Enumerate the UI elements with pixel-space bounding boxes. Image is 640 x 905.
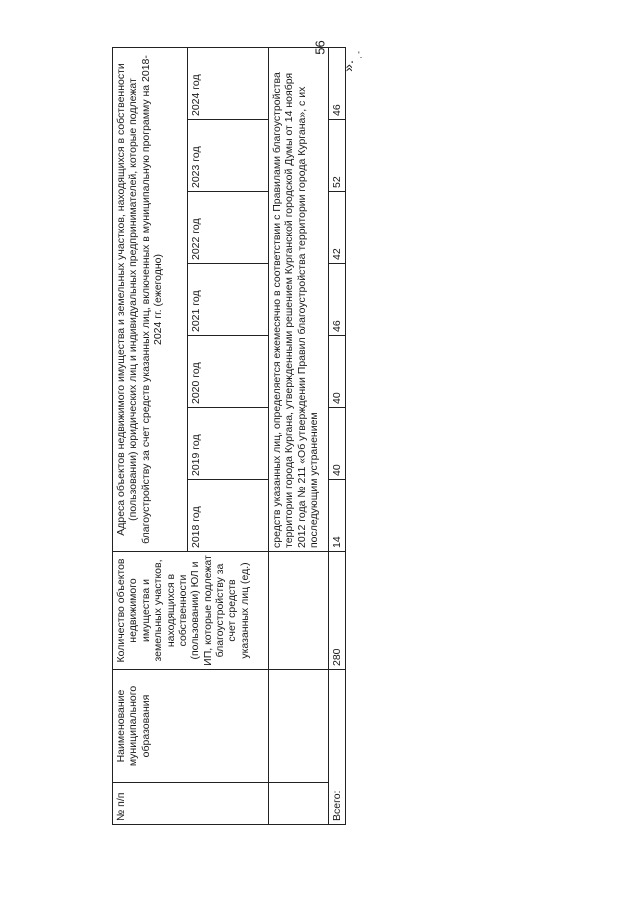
header-addresses: Адреса объектов недвижимого имущества и земельных участков, находящихся в собственности (пользовании) юридических лиц и индивидуальных предпринимателей, которые подлежат благоустройству за счет средств указанных лиц, включенных в муниципальную программу на 2018-2024 гг. (ежегодно) <box>113 47 188 551</box>
total-value: 42 <box>329 192 346 264</box>
objects-table <box>112 47 346 825</box>
year-header: 2022 год <box>187 192 268 264</box>
closing-quote: ». <box>339 60 356 72</box>
empty-cell <box>269 552 329 670</box>
total-count: 280 <box>329 552 346 670</box>
rotated-table-sheet <box>112 48 346 825</box>
total-value: 46 <box>329 264 346 336</box>
note-text: средств указанных лиц, определяется ежемесячно в соответствии с Правилами благоустройства территории города Кургана, утвержденными решением Курганской городской Думы от 14 ноября 2012 года № 211 «Об утверждении Правил благоустройства территории города Кургана», с их последующим устранением <box>269 47 329 551</box>
total-value: 40 <box>329 408 346 480</box>
empty-cell <box>269 670 329 783</box>
total-value: 52 <box>329 120 346 192</box>
total-value: 14 <box>329 480 346 552</box>
header-count: Количество объектов недвижимого имущества и земельных участков, находящихся в собственности (пользовании) ЮЛ и ИП, которые подлежат благоустройству за счет средств указанных лиц (ед.) <box>113 552 269 670</box>
scan-specks: '. <box>358 50 363 60</box>
year-header: 2019 год <box>187 408 268 480</box>
header-num: № п/п <box>113 783 269 825</box>
header-municipality: Наименование муниципального образования <box>113 670 269 783</box>
total-value: 40 <box>329 336 346 408</box>
year-header: 2024 год <box>187 47 268 119</box>
year-header: 2018 год <box>187 480 268 552</box>
year-header: 2021 год <box>187 264 268 336</box>
total-value: 46 <box>329 47 346 119</box>
year-header: 2020 год <box>187 336 268 408</box>
page-number: 56 <box>312 40 328 55</box>
year-header: 2023 год <box>187 120 268 192</box>
empty-cell <box>269 783 329 825</box>
total-label: Всего: <box>329 670 346 825</box>
